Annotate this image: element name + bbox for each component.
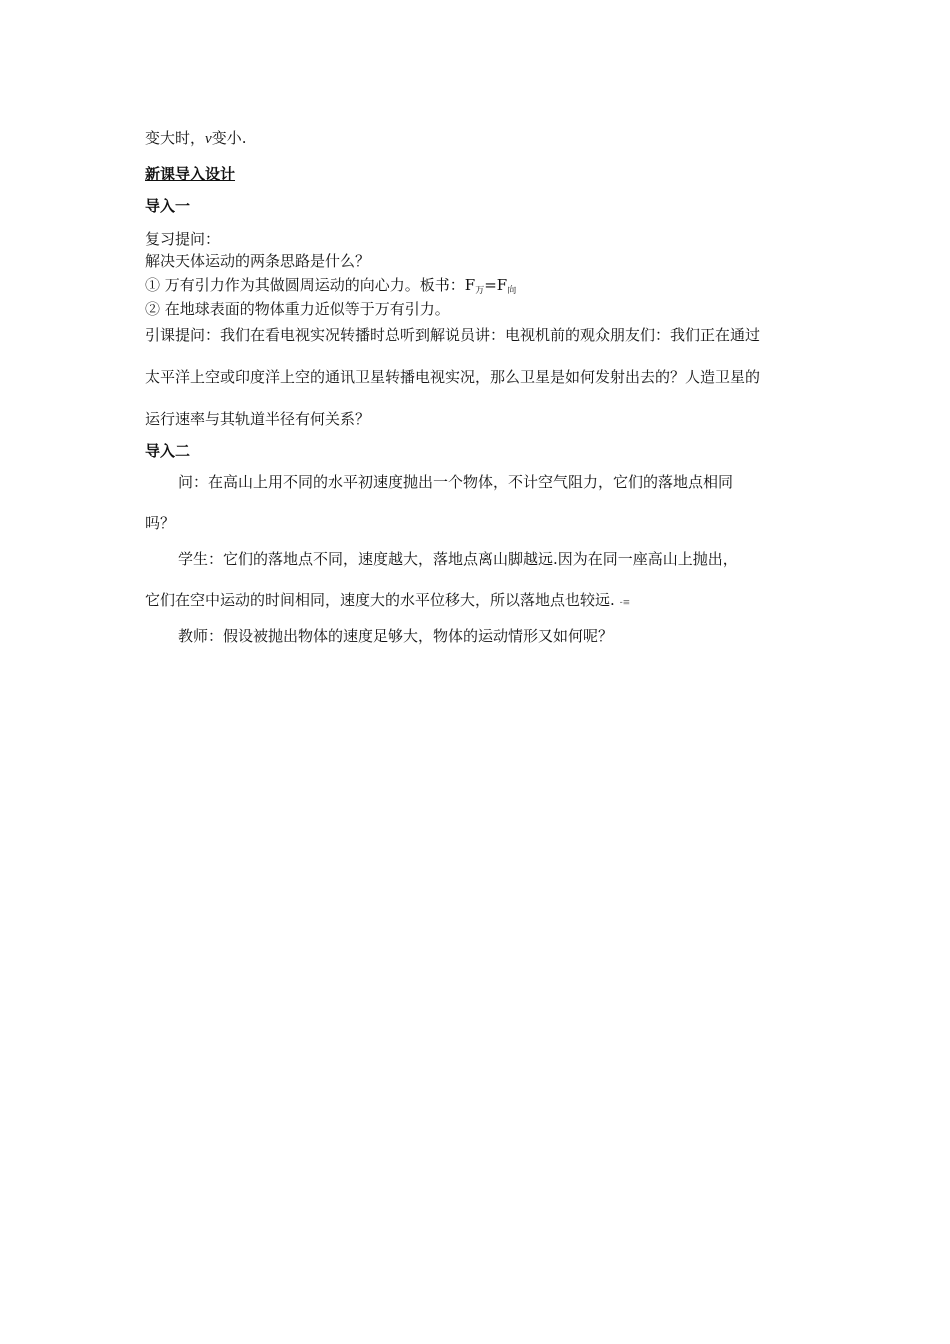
text-fragment: ① 万有引力作为其做圆周运动的向心力。板书：F <box>145 276 476 294</box>
review-label: 复习提问： <box>145 230 221 248</box>
text-line-velocity <box>145 128 246 149</box>
review-question: 解决天体运动的两条思路是什么？ <box>145 252 371 270</box>
student-answer-line-1: 学生：它们的落地点不同，速度越大，落地点离山脚越远.因为在同一座高山上抛出， <box>178 550 738 568</box>
text-fragment: 变大时， <box>145 129 206 147</box>
subscript: 向 <box>507 286 517 296</box>
text-fragment: 变小. <box>211 129 247 147</box>
section-title: 新课导入设计 <box>145 165 236 183</box>
variable-v: v <box>205 131 212 147</box>
text-fragment: =F <box>484 276 508 294</box>
lead-question-line-3: 运行速率与其轨道半径有何关系？ <box>145 410 371 428</box>
question-line-2: 吗？ <box>145 514 176 532</box>
point-2: ② 在地球表面的物体重力近似等于万有引力。 <box>145 300 450 318</box>
text-fragment: 它们在空中运动的时间相同，速度大的水平位移大，所以落地点也较远. <box>145 591 615 609</box>
intro2-heading: 导入二 <box>145 442 191 460</box>
lead-question-line-2: 太平洋上空或印度洋上空的通讯卫星转播电视实况，那么卫星是如何发射出去的？人造卫星的 <box>145 368 761 386</box>
teacher-line: 教师：假设被抛出物体的速度足够大，物体的运动情形又如何呢？ <box>178 627 614 645</box>
point-1 <box>145 275 516 301</box>
stray-mark: -≡ <box>619 598 631 608</box>
subscript: 万 <box>475 286 485 296</box>
student-answer-line-2 <box>145 590 630 613</box>
intro1-heading: 导入一 <box>145 197 191 215</box>
question-line-1: 问：在高山上用不同的水平初速度抛出一个物体，不计空气阻力，它们的落地点相同 <box>178 473 734 491</box>
lead-question-line-1: 引课提问：我们在看电视实况转播时总听到解说员讲：电视机前的观众朋友们：我们正在通过 <box>145 326 761 344</box>
